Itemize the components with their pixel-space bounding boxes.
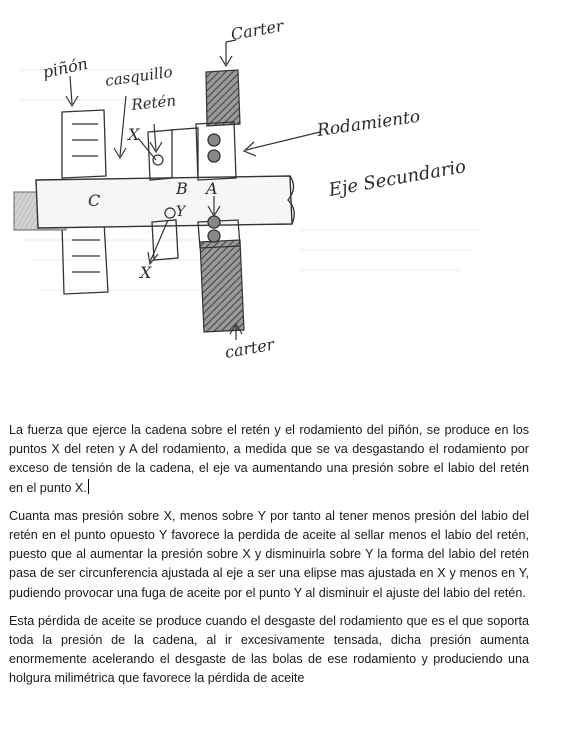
carter-lower-block xyxy=(200,240,244,332)
label-pinon: piñón xyxy=(40,53,90,82)
paragraph-1-text: La fuerza que ejerce la cadena sobre el retén y el rodamiento del piñón, se produce en los puntos X del reten y A del rodamiento, a medida que se va desgastando el rodamiento por exceso de tensión de la cadena, el eje va aumentando una presión sobre el labio del retén en el punto X. xyxy=(9,423,529,495)
label-x-lower: X xyxy=(140,263,152,282)
explanation-text xyxy=(9,421,529,698)
paragraph-3: Esta pérdida de aceite se produce cuando el desgaste del rodamiento que es el que soporta toda la presión de la cadena, al ir excesivamente tensada, dicha presión aumenta enormemente acelerando el desgaste de las bolas de ese rodamiento y produciendo una holgura milimétrica que favorece la pérdida de aceite xyxy=(9,613,529,686)
label-a: A xyxy=(206,179,218,198)
label-b: B xyxy=(176,179,188,198)
point-x-marker xyxy=(153,155,163,165)
label-x-upper: X xyxy=(128,125,140,144)
label-carter-bottom: carter xyxy=(223,334,276,362)
label-c: C xyxy=(88,191,101,210)
text-cursor xyxy=(88,479,89,494)
label-carter-top: Carter xyxy=(229,16,285,44)
label-y: Y xyxy=(176,204,186,220)
paragraph-2: Cuanta mas presión sobre X, menos sobre Y por tanto al tener menos presión del labio del retén en el punto opuesto Y favorece la perdida de aceite al sellar menos el labio del retén, puesto que al aumentar la presión sobre X y disminuirla sobre Y la forma del labio del retén pasa de ser circunferencia ajustada al eje a ser una elipse mas ajustada en X y menos en Y, pudiendo provocar una fuga de aceite por el punto Y al disminuir el ajuste del labio del retén. xyxy=(9,508,529,600)
label-eje-secundario: Eje Secundario xyxy=(327,156,468,201)
paragraph-1 xyxy=(9,421,529,498)
label-rodamiento: Rodamiento xyxy=(315,106,422,141)
label-reten: Retén xyxy=(130,91,177,114)
carter-upper-block xyxy=(206,70,240,126)
label-casquillo: casquillo xyxy=(104,62,174,90)
